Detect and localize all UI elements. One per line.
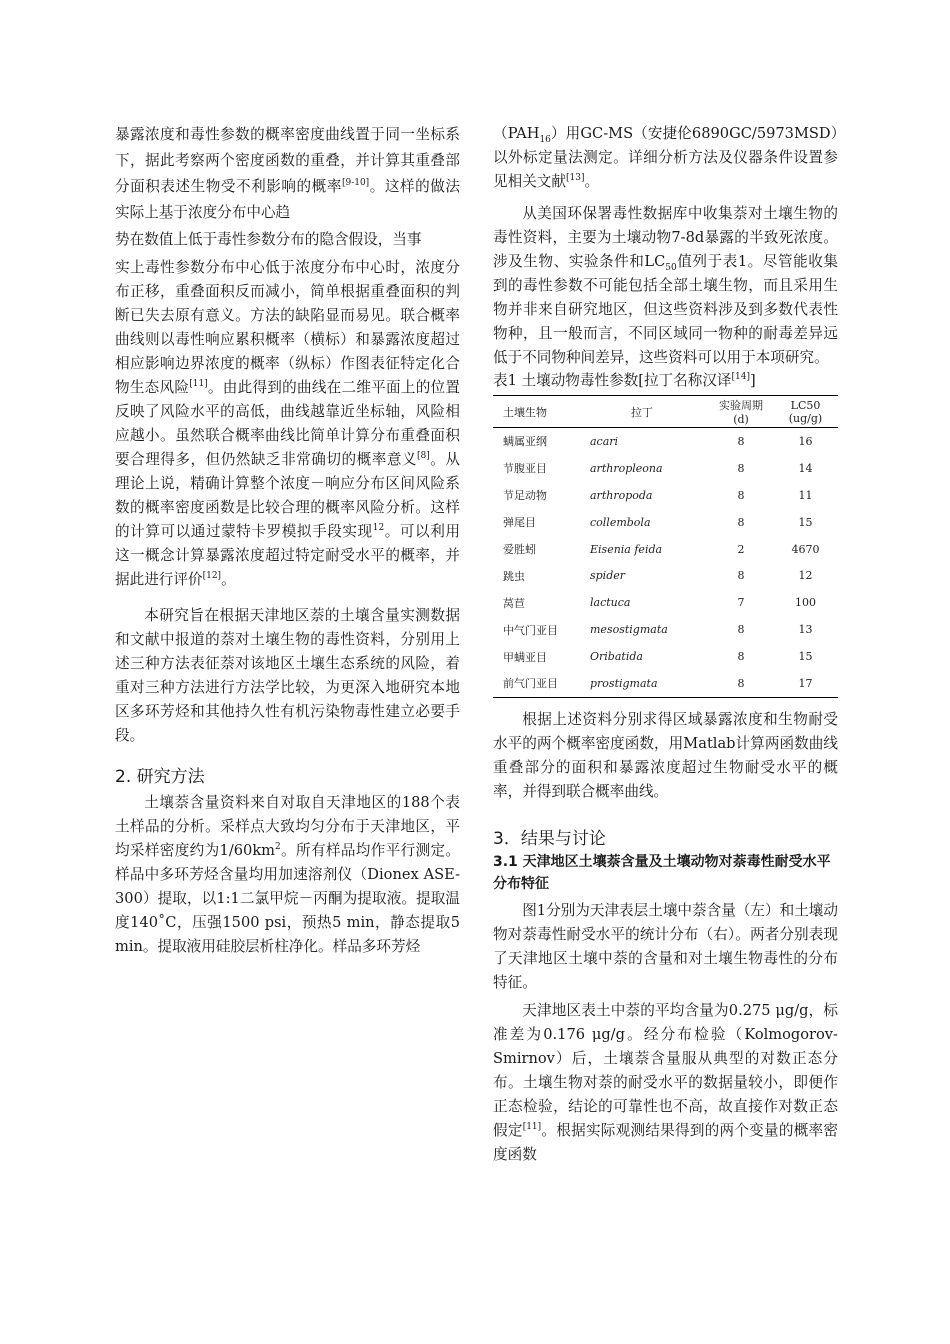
table-cell: collembola: [590, 515, 651, 529]
table-cell: Eisenia feida: [590, 542, 663, 556]
table-cell: 前气门亚目: [503, 677, 558, 691]
paragraph-gcms: $(PAH_{16})$用GC-MS（安捷伦6890GC/5973MSD）以外标定量法测定。详细分析方法及仪器条件设置参见相关文献[13]。: [493, 125, 838, 190]
table-cell: 弹尾目: [503, 516, 536, 530]
toxicity-table: [493, 395, 838, 698]
table-cell: 16: [798, 434, 813, 448]
paragraph-assumption: 势在数值上低于毒性参数分布的隐含假设，当事: [115, 231, 422, 248]
table-cell: 节腹亚目: [503, 462, 547, 476]
section-heading-methods: 2. 研究方法: [115, 767, 205, 787]
table-cell: Oribatida: [590, 650, 643, 664]
table-row: [493, 670, 838, 697]
paragraph-distribution: 天津地区表土中萘的平均含量为0.275 μg/g，标准差为0.176 μg/g。经分布检验（Kolmogorov-Smirnov）后，土壤萘含量服从典型的对数正态分布。土壤生物对萘的耐受水平的数据量较小，即便作正态检验，结论的可靠性也不高，故直接作对数正态假定[11]。根据实际观测结果得到的两个变量的概率密度函数: [493, 1001, 838, 1163]
table-cell: 中气门亚目: [503, 623, 558, 637]
table-cell: 4670: [791, 542, 820, 556]
paragraph-joint-probability: 实上毒性参数分布中心低于浓度分布中心时，浓度分布正移，重叠面积反而减小，简单根据重叠面积的判断已失去原有意义。方法的缺陷显而易见。联合概率曲线则以毒性响应累积概率（横标）和暴露浓度超过相应影响边界浓度的概率（纵标）作图表征特定化合物生态风险[11]。由此得到的曲线在二维平面上的位置反映了风险水平的高低，曲线越靠近坐标轴，风险相应越小。虽然联合概率曲线比简单计算分布重叠面积要合理得多，但仍然缺乏非常确切的概率意义[8]。从理论上说，精确计算整个浓度－响应分布区间风险系数的概率密度函数是比较合理的概率风险分析。这样的计算可以通过蒙特卡罗模拟手段实现$^{12}$。可以利用这一概念计算暴露浓度超过特定耐受水平的概率，并据此进行评价[12]。: [115, 259, 460, 588]
table-cell: spider: [590, 569, 626, 583]
table-cell: 跳虫: [503, 569, 525, 583]
table-caption: 表1 土壤动物毒性参数[拉丁名称汉译[14]]: [493, 372, 756, 389]
table-cell: 11: [798, 488, 813, 502]
table-row: [493, 509, 838, 536]
paragraph-risk-overlap: 暴露浓度和毒性参数的概率密度曲线置于同一坐标系下，据此考察两个密度函数的重叠，并计算其重叠部分面积表述生物受不利影响的概率[9-10]。这样的做法实际上基于浓度分布中心趋: [115, 126, 460, 221]
table-header-cell: 土壤生物: [503, 405, 547, 419]
table-cell: prostigmata: [590, 676, 658, 690]
table-cell: lactuca: [590, 596, 631, 610]
table-cell: 2: [737, 542, 745, 556]
table-header-cell: LC50 (ug/g): [788, 398, 823, 425]
section-heading-results: 3．结果与讨论: [493, 828, 606, 849]
table-cell: arthropoda: [590, 488, 653, 502]
table-header-cell: 实验周期 (d): [719, 399, 763, 426]
table-cell: 100: [795, 596, 816, 610]
table-cell: 8: [737, 650, 745, 664]
left-column: [115, 122, 460, 959]
table-cell: 8: [737, 434, 745, 448]
paragraph-figure-description: 图1分别为天津表层土壤中萘含量（左）和土壤动物对萘毒性耐受水平的统计分布（右）。两者分别表现了天津地区土壤中萘的含量和对土壤生物毒性的分布特征。: [493, 901, 838, 991]
table-cell: 莴苣: [503, 596, 525, 610]
paragraph-calculation: 根据上述资料分别求得区域暴露浓度和生物耐受水平的两个概率密度函数，用Matlab计算两函数曲线重叠部分的面积和暴露浓度超过生物耐受水平的概率，并得到联合概率曲线。: [493, 710, 838, 800]
table-cell: 8: [737, 623, 745, 637]
table-cell: 8: [737, 569, 745, 583]
table-cell: 12: [798, 569, 813, 583]
table-cell: 15: [798, 650, 813, 664]
table-cell: arthropleona: [590, 461, 663, 475]
table-row: [493, 562, 838, 589]
table-row: [493, 643, 838, 670]
table-cell: 15: [798, 515, 813, 529]
table-cell: 8: [737, 515, 745, 529]
table-cell: 14: [798, 461, 813, 475]
table-row: [493, 482, 838, 509]
paragraph-study-aim: 本研究旨在根据天津地区萘的土壤含量实测数据和文献中报道的萘对土壤生物的毒性资料，分别用上述三种方法表征萘对该地区土壤生态系统的风险，着重对三种方法进行方法学比较，为更深入地研究本地区多环芳烃和其他持久性有机污染物毒性建立必要手段。: [115, 607, 460, 744]
table-cell: 8: [737, 461, 745, 475]
table-cell: acari: [590, 434, 619, 448]
table-cell: 爱胜蚓: [503, 543, 536, 556]
subsection-heading: 3.1 天津地区土壤萘含量及土壤动物对萘毒性耐受水平分布特征: [493, 853, 831, 892]
table-cell: mesostigmata: [590, 623, 668, 637]
table-cell: 8: [737, 488, 745, 502]
table-cell: 13: [798, 623, 813, 637]
paragraph-toxicity-data: 从美国环保署毒性数据库中收集萘对土壤生物的毒性资料，主要为土壤动物7-8d暴露的半致死浓度。涉及生物、实验条件和$LC_{50}$值列于表1。尽管能收集到的毒性参数不可能包括全部土壤生物，而且采用生物并非来自研究地区，但这些资料涉及到多数代表性物种，且一般而言，不同区域同一物种的耐毒差异远低于不同物种间差异，这些资料可以用于本项研究。: [493, 205, 838, 366]
table-cell: 7: [737, 596, 745, 610]
table-row: [493, 455, 838, 482]
right-column: [493, 122, 838, 1167]
table-header-row: [493, 396, 838, 428]
table-cell: 甲螨亚目: [503, 650, 547, 664]
table-cell: 17: [798, 676, 813, 690]
table-cell: 8: [737, 676, 745, 690]
table-row: [493, 536, 838, 563]
paragraph-sampling: 土壤萘含量资料来自对取自天津地区的188个表土样品的分析。采样点大致均匀分布于天津地区，平均采样密度约为$1/60km^2$。所有样品均作平行测定。样品中多环芳烃含量均用加速溶剂仪（Dionex ASE-300）提取，以1:1二氯甲烷－丙酮为提取液。提取温度140˚C，压强1500 psi，预热5 min，静态提取5 min。提取液用硅胶层析柱净化。样品多环芳烃: [115, 794, 460, 955]
table-header-cell: 拉丁: [631, 405, 653, 419]
table-row: [493, 589, 838, 616]
table-row: [493, 428, 838, 455]
table-cell: 螨属亚纲: [503, 435, 547, 449]
table-cell: 节足动物: [503, 489, 547, 503]
table-row: [493, 616, 838, 643]
